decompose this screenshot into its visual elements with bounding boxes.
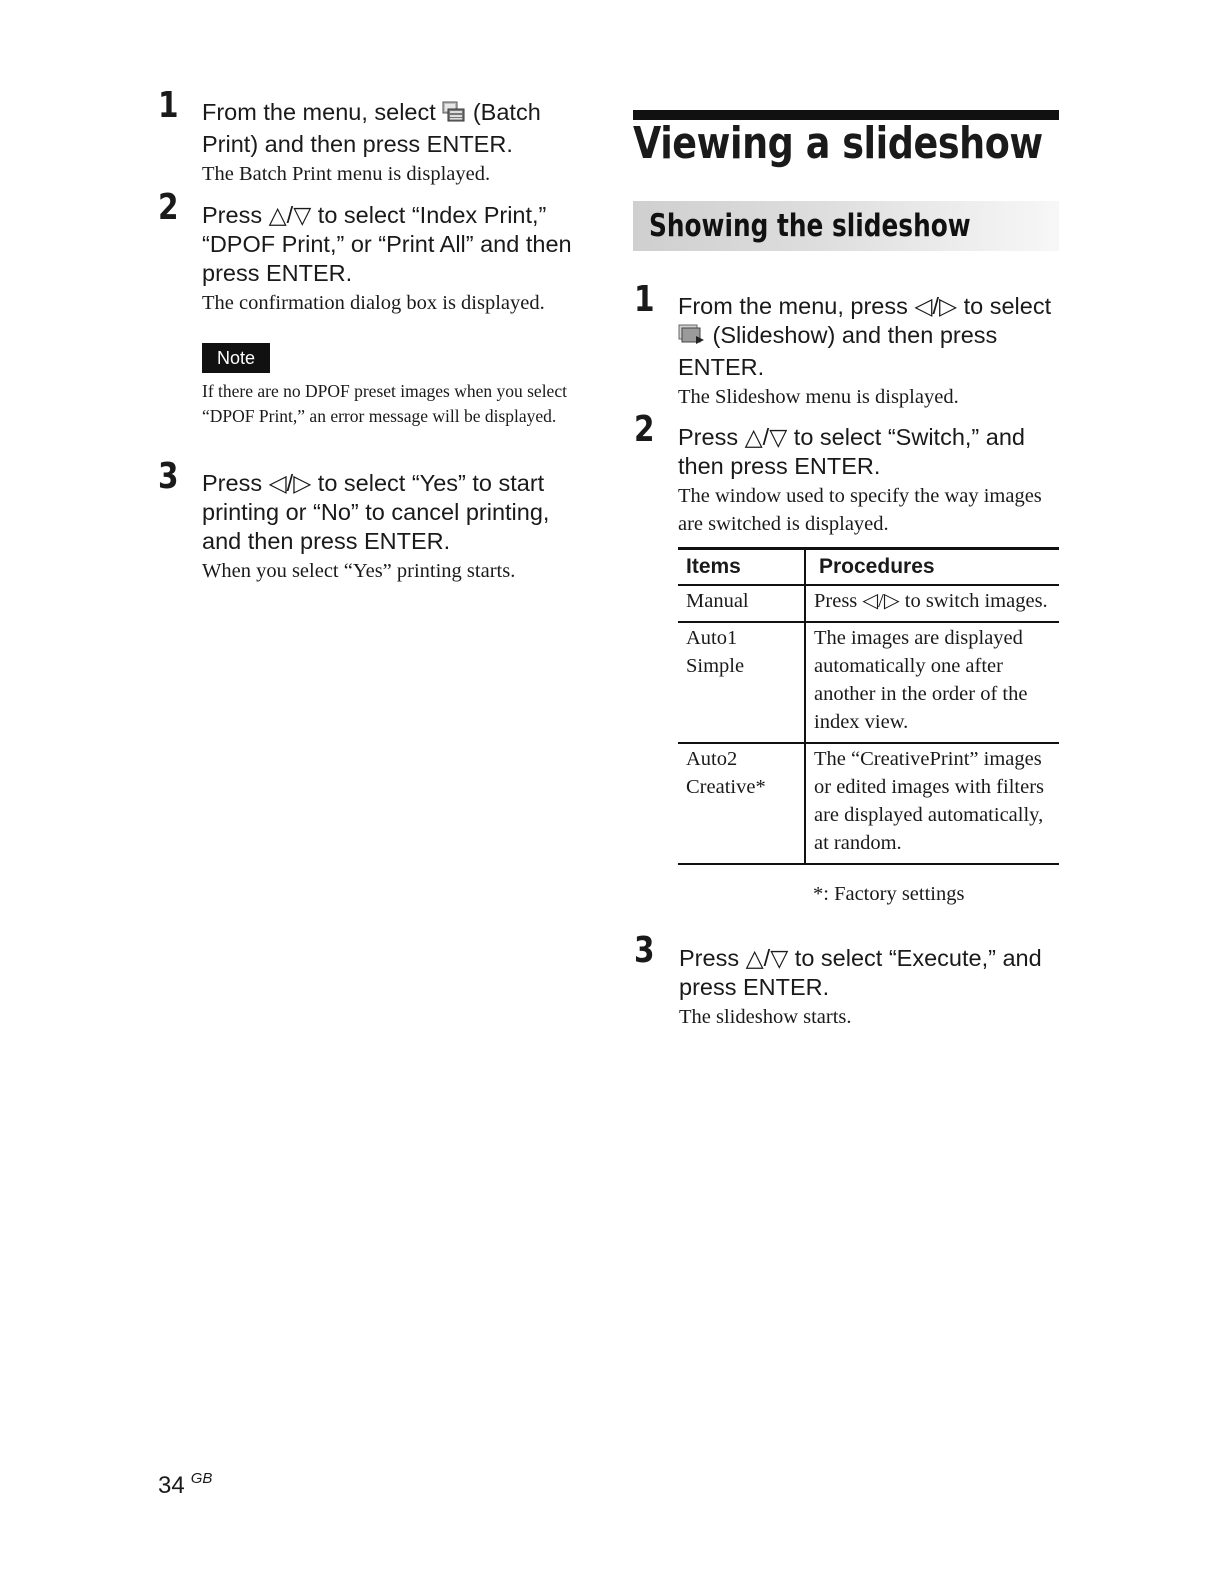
slideshow-step-1-number: 1 — [634, 279, 655, 320]
table-cell-procedure: The images are displayed automatically one after another in the order of the index view. — [805, 622, 1059, 743]
table-row — [678, 743, 1059, 864]
step-2-instruction: Press △/▽ to select “Index Print,” “DPOF Print,” or “Print All” and then press ENTER. — [202, 202, 572, 286]
slideshow-step-2-description: The window used to specify the way images are switched is displayed. — [678, 485, 1042, 535]
batch-print-icon — [442, 99, 466, 130]
table-footnote: *: Factory settings — [813, 883, 965, 905]
table-header-items: Items — [678, 549, 805, 586]
slideshow-step-3-instruction: Press △/▽ to select “Execute,” and press ENTER. — [679, 945, 1042, 1000]
step-1-number: 1 — [158, 85, 179, 126]
slideshow-icon — [678, 324, 706, 353]
step-3-description: When you select “Yes” printing starts. — [202, 560, 516, 582]
note-label: Note — [202, 343, 270, 373]
slideshow-step-1-instruction — [678, 292, 1063, 382]
table-cell-procedure: The “CreativePrint” images or edited images with filters are displayed automatically, at random. — [805, 743, 1059, 864]
page-title: Viewing a slideshow — [633, 118, 1043, 169]
table-row — [678, 585, 1059, 622]
step-3 — [202, 469, 582, 585]
table-cell-item: Auto1 Simple — [678, 622, 805, 743]
step-1-instruction — [202, 98, 582, 159]
table-header-procedures: Procedures — [805, 549, 1059, 586]
step-2 — [202, 201, 587, 317]
slideshow-step-2-number: 2 — [634, 409, 655, 450]
table-header-row — [678, 549, 1059, 586]
slideshow-step-3-description: The slideshow starts. — [679, 1006, 852, 1028]
step-1-description: The Batch Print menu is displayed. — [202, 163, 491, 185]
page-number-value: 34 — [158, 1472, 185, 1499]
table-cell-item: Auto2 Creative* — [678, 743, 805, 864]
slideshow-step-1 — [678, 292, 1063, 411]
slideshow-step-3-number: 3 — [634, 930, 655, 971]
slideshow-step-3 — [679, 944, 1059, 1031]
note-text: If there are no DPOF preset images when you select “DPOF Print,” an error message will be displayed. — [202, 381, 567, 426]
switch-mode-table — [678, 547, 1059, 865]
slideshow-step-1-description: The Slideshow menu is displayed. — [678, 386, 959, 408]
section-heading: Showing the slideshow — [649, 208, 971, 244]
page-region-code: GB — [190, 1470, 213, 1487]
step-3-instruction: Press ◁/▷ to select “Yes” to start printing or “No” to cancel printing, and then press ENTER. — [202, 470, 550, 554]
step-2-description: The confirmation dialog box is displayed. — [202, 292, 545, 314]
table-cell-item: Manual — [678, 585, 805, 622]
slideshow-step-2 — [678, 423, 1053, 538]
step-1 — [202, 98, 582, 188]
table-cell-procedure: Press ◁/▷ to switch images. — [805, 585, 1059, 622]
step-1-instruction-after: (Batch Print) and then press ENTER. — [202, 99, 541, 157]
step-1-instruction-before: From the menu, select — [202, 99, 436, 125]
step-2-number: 2 — [158, 187, 179, 228]
step-3-number: 3 — [158, 456, 179, 497]
page-number — [158, 1470, 212, 1500]
slideshow-step-2-instruction: Press △/▽ to select “Switch,” and then press ENTER. — [678, 424, 1025, 479]
slideshow-step-1-instruction-after: (Slideshow) and then press ENTER. — [678, 322, 998, 380]
slideshow-step-1-instruction-before: From the menu, press ◁/▷ to select — [678, 293, 1052, 319]
table-row — [678, 622, 1059, 743]
